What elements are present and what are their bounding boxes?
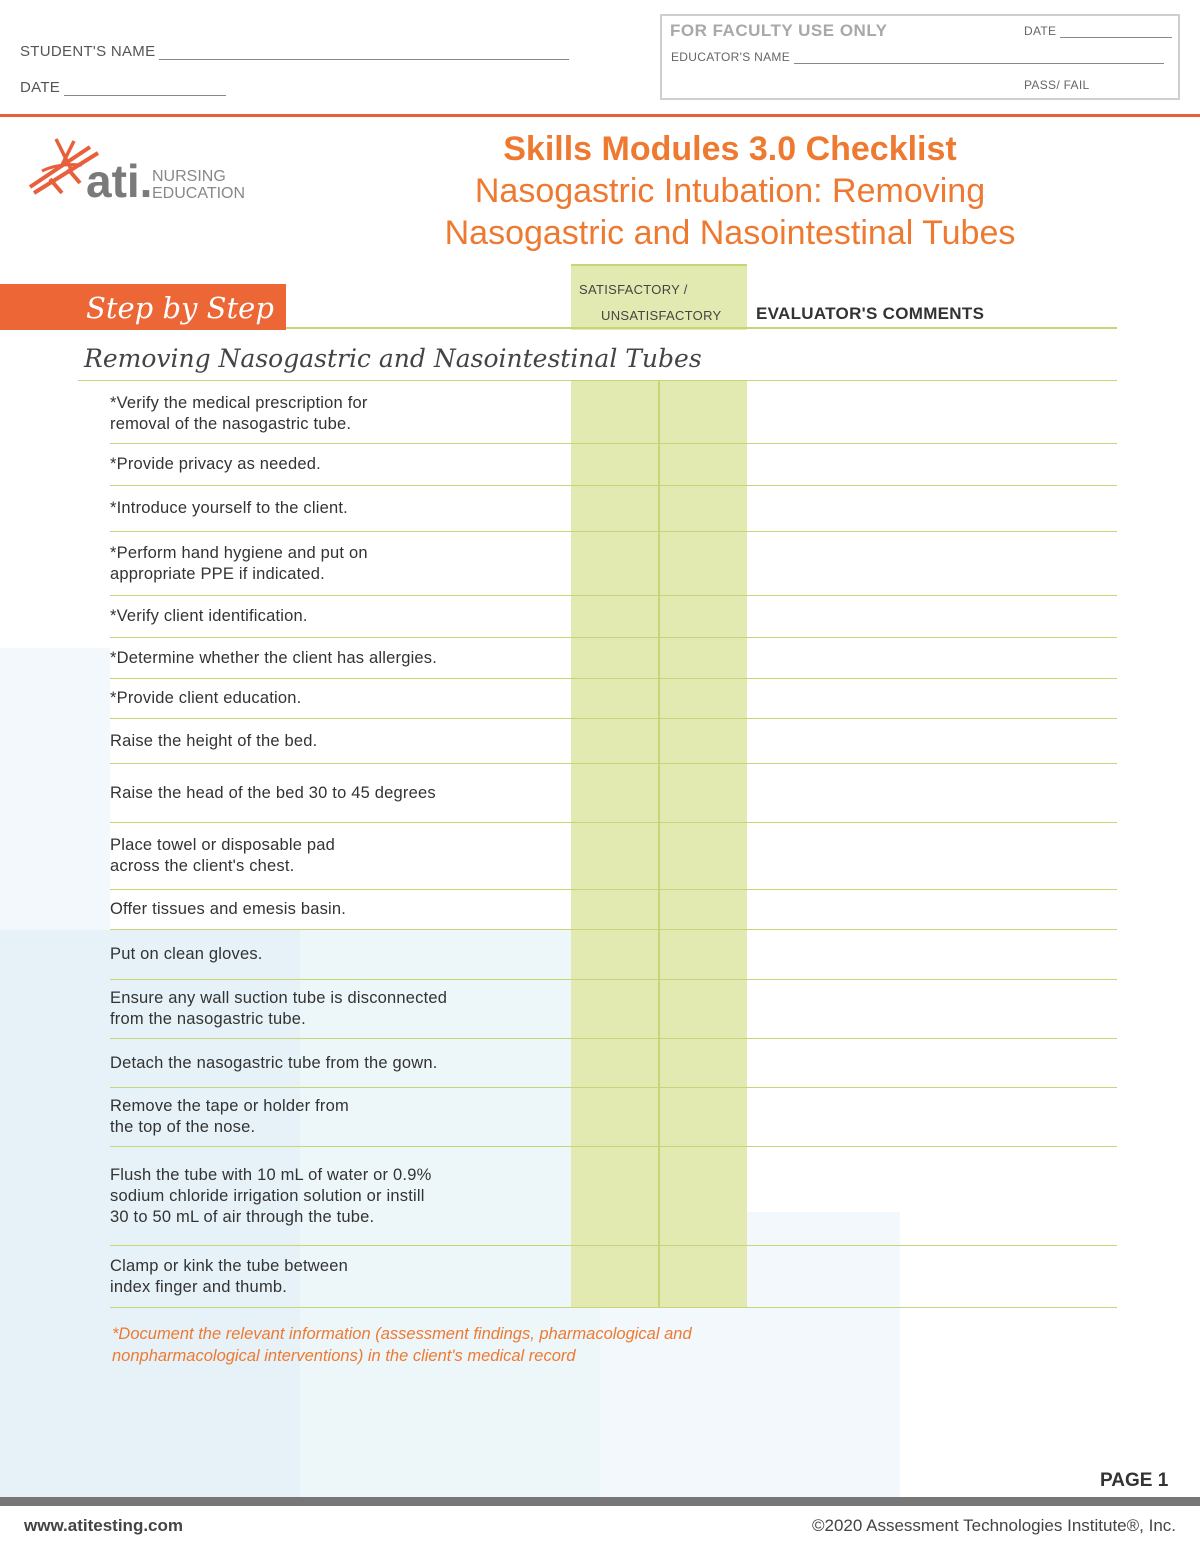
- educator-label: EDUCATOR'S NAME: [671, 50, 791, 64]
- evaluator-comments-header: EVALUATOR'S COMMENTS: [756, 304, 985, 323]
- documentation-note: [112, 1323, 872, 1367]
- logo-line2-text: EDUCATION: [152, 185, 246, 202]
- educator-field[interactable]: [794, 51, 1164, 64]
- faculty-use-box: [660, 14, 1180, 100]
- step-row: [110, 890, 1117, 930]
- step-text: Remove the tape or holder from the top of the nose.: [110, 1097, 349, 1136]
- step-row: [110, 638, 1117, 679]
- educator-row: [671, 50, 1164, 64]
- step-text: Put on clean gloves.: [110, 945, 263, 963]
- step-text: *Determine whether the client has allergies.: [110, 648, 438, 667]
- step-text: *Provide privacy as needed.: [110, 455, 321, 473]
- step-row: [110, 1039, 1117, 1088]
- step-text: Detach the nasogastric tube from the gown.: [110, 1053, 438, 1072]
- step-by-step-label: Step by Step: [86, 291, 274, 325]
- pass-fail-label: PASS/ FAIL: [1024, 78, 1090, 92]
- step-text: Clamp or kink the tube between index finger and thumb.: [110, 1256, 349, 1296]
- step-row: [110, 1246, 1117, 1308]
- faculty-date-field[interactable]: [1060, 25, 1172, 38]
- step-by-step-banner: [0, 284, 286, 330]
- ati-logo: [28, 135, 258, 205]
- date-field[interactable]: [64, 81, 226, 96]
- copyright-notice: ©2020 Assessment Technologies Institute®, Inc.: [812, 1516, 1176, 1535]
- faculty-date-label: DATE: [1024, 24, 1057, 38]
- step-text: Place towel or disposable pad across the client's chest.: [110, 836, 336, 875]
- step-row: [110, 532, 1117, 596]
- logo-line1-text: NURSING: [152, 168, 226, 185]
- satisfactory-header: [571, 264, 747, 330]
- step-row: [110, 1147, 1117, 1246]
- student-name-row: [20, 40, 620, 60]
- page-number: PAGE 1: [1100, 1470, 1169, 1491]
- step-row: [110, 679, 1117, 719]
- step-text: *Verify client identification.: [110, 607, 308, 625]
- page-title: [330, 128, 1130, 254]
- website-url[interactable]: www.atitesting.com: [24, 1516, 184, 1535]
- header-divider: [0, 114, 1200, 117]
- step-text: Ensure any wall suction tube is disconnected from the nasogastric tube.: [110, 989, 448, 1028]
- student-info: [20, 40, 620, 96]
- date-row: [20, 76, 620, 96]
- title-line-1: Skills Modules 3.0 Checklist: [503, 130, 957, 168]
- step-row: [110, 385, 1117, 444]
- footnote-line-1: *Document the relevant information (assessment findings, pharmacological and: [112, 1325, 692, 1343]
- student-name-field[interactable]: [159, 45, 569, 60]
- faculty-title: FOR FACULTY USE ONLY: [670, 21, 888, 40]
- satisfactory-label: SATISFACTORY /: [579, 282, 688, 297]
- section-title: Removing Nasogastric and Nasointestinal Tubes: [84, 344, 702, 373]
- header-rule: [286, 327, 1117, 329]
- background-band-1: [0, 648, 110, 930]
- step-row: [110, 1088, 1117, 1147]
- step-row: [110, 980, 1117, 1039]
- footnote-line-2: nonpharmacological interventions) in the client's medical record: [112, 1347, 576, 1365]
- date-label: DATE: [20, 79, 61, 96]
- ati-logo-icon: [28, 135, 258, 205]
- student-name-label: STUDENT'S NAME: [20, 43, 156, 60]
- unsatisfactory-label: UNSATISFACTORY: [601, 308, 722, 323]
- step-text: *Provide client education.: [110, 689, 302, 707]
- step-row: [110, 719, 1117, 764]
- step-text: Raise the head of the bed 30 to 45 degrees: [110, 783, 436, 802]
- step-row: [110, 764, 1117, 823]
- step-row: [110, 930, 1117, 980]
- step-row: [110, 596, 1117, 638]
- step-row: [110, 823, 1117, 890]
- step-row: [110, 486, 1117, 532]
- step-text: *Verify the medical prescription for removal of the nasogastric tube.: [110, 394, 368, 433]
- step-text: *Introduce yourself to the client.: [110, 499, 348, 517]
- title-line-3: Nasogastric and Nasointestinal Tubes: [444, 214, 1016, 252]
- step-text: *Perform hand hygiene and put on appropriate PPE if indicated.: [110, 543, 368, 583]
- step-text: Offer tissues and emesis basin.: [110, 900, 347, 918]
- step-text: Flush the tube with 10 mL of water or 0.9% sodium chloride irrigation solution or instill 30 to 50 mL of air through the tube.: [110, 1165, 432, 1226]
- faculty-date-row: [1024, 24, 1172, 38]
- title-line-2: Nasogastric Intubation: Removing: [474, 172, 986, 210]
- pass-fail-row: [1024, 78, 1089, 92]
- footer-bar: [0, 1497, 1200, 1506]
- step-row: [110, 444, 1117, 486]
- step-text: Raise the height of the bed.: [110, 731, 318, 750]
- logo-mark-text: ati.: [86, 155, 153, 205]
